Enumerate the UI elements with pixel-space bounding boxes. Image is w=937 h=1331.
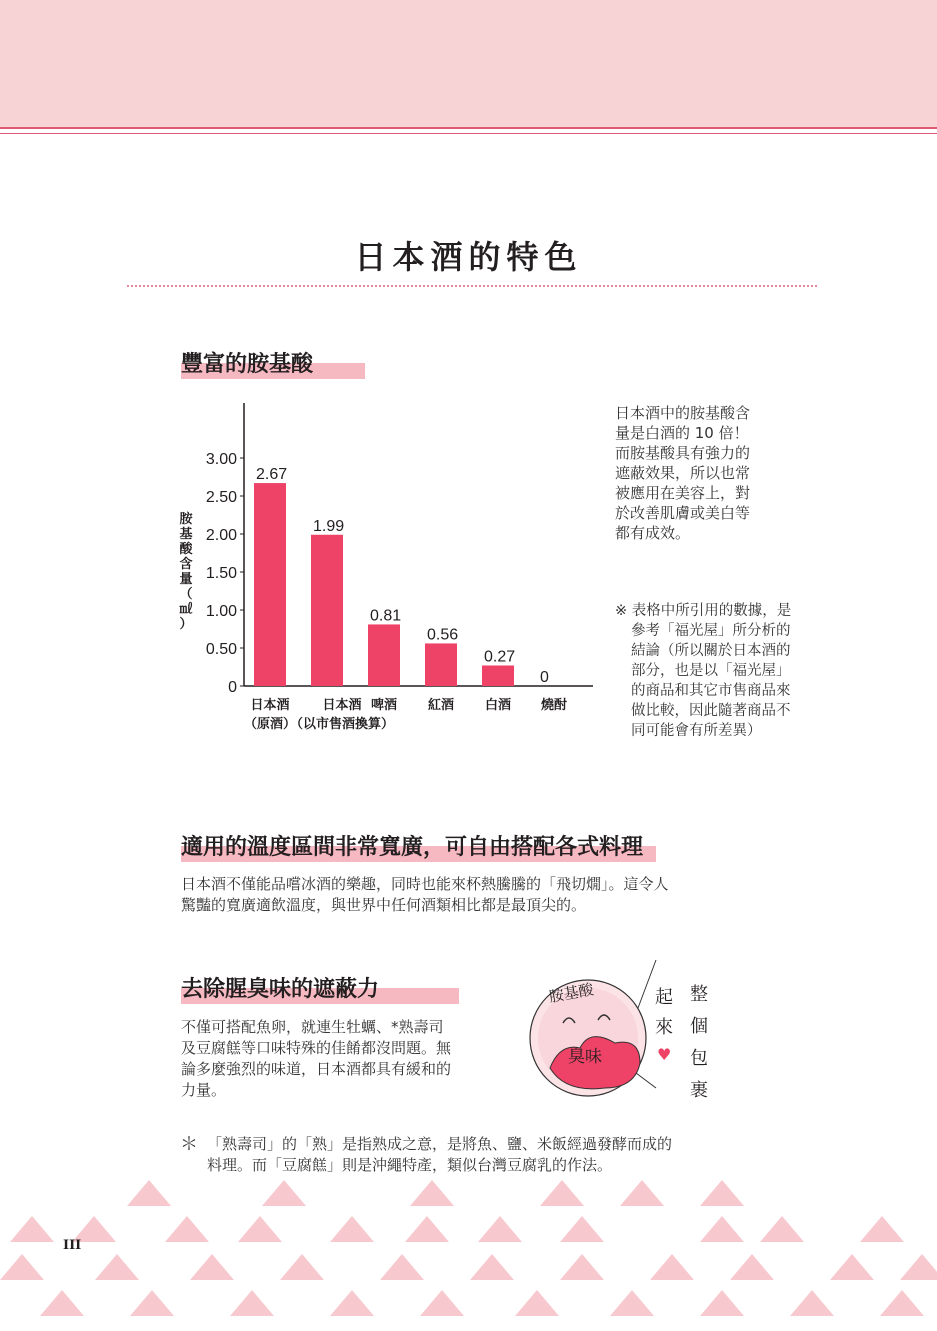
body-line: 日本酒不僅能品嚐冰酒的樂趣，同時也能來杯熱騰騰的「飛切燗」。這令人: [181, 875, 669, 893]
decorative-triangle: [280, 1254, 324, 1280]
section3-body: [181, 1017, 511, 1101]
bar: [482, 665, 514, 686]
y-axis-label-char: ㎖: [179, 602, 193, 617]
side-text-line: 遮蔽效果，所以也常: [615, 464, 751, 482]
body-line: 論多麼強烈的味道，日本酒都具有緩和的: [181, 1060, 452, 1078]
amino-acid-chart: [160, 395, 610, 745]
decorative-triangle: [262, 1180, 306, 1206]
section2-heading: 適用的溫度區間非常寬廣，可自由搭配各式料理: [181, 835, 644, 860]
y-tick-label: 3.00: [205, 451, 237, 468]
header-rule-top: [0, 127, 937, 129]
note-line: 結論（所以關於日本酒的: [631, 643, 791, 659]
side-text-line: 被應用在美容上，對: [615, 484, 751, 502]
decorative-triangle: [620, 1180, 664, 1206]
bar-value-label: 0.56: [427, 626, 459, 644]
decorative-triangle: [478, 1216, 522, 1242]
footnote-line: 料理。而「豆腐餻」則是沖繩特產，類似台灣豆腐乳的作法。: [207, 1156, 613, 1174]
y-axis-label-char: 基: [179, 527, 193, 542]
note-line: 做比較，因此隨著商品不: [631, 703, 791, 719]
y-tick-label: 0.50: [205, 641, 237, 658]
decorative-triangle: [420, 1290, 464, 1316]
decorative-triangle: [760, 1216, 804, 1242]
bar: [368, 624, 400, 686]
triangle-pattern: [0, 1180, 937, 1331]
bar-value-label: 0.81: [370, 607, 402, 625]
header-band: [0, 0, 937, 127]
decorative-triangle: [700, 1180, 744, 1206]
note-line: 同可能會有所差異）: [631, 723, 762, 739]
speech-line-top: [638, 960, 656, 1008]
y-axis-label-char: ）: [179, 617, 193, 632]
decorative-triangle: [40, 1290, 84, 1316]
side-text-line: 於改善肌膚或美白等: [615, 504, 751, 522]
decorative-triangle: [470, 1254, 514, 1280]
decorative-triangle: [540, 1180, 584, 1206]
note-line: 參考「福光屋」所分析的: [631, 623, 791, 639]
body-line: 及豆腐餻等口味特殊的佳餚都沒問題。無: [181, 1039, 452, 1057]
bar: [254, 483, 286, 686]
heart-glyph: ♥: [657, 1045, 672, 1064]
side-column-char: 裹: [690, 1080, 708, 1101]
decorative-triangle: [650, 1254, 694, 1280]
body-line: 驚豔的寬廣適飲溫度，與世界中任何酒類相比都是最頂尖的。: [181, 896, 587, 914]
x-category-label: （原酒）: [243, 717, 297, 732]
decorative-triangle: [127, 1180, 171, 1206]
bar: [425, 643, 457, 686]
note-line: 部分，也是以「福光屋」: [631, 663, 791, 679]
heart-label: 臭味: [568, 1047, 602, 1067]
decorative-triangle: [790, 1290, 834, 1316]
y-tick-label: 1.00: [205, 603, 237, 620]
note-line: ※ 表格中所引用的數據，是: [615, 603, 792, 619]
section1-side-text: [615, 403, 785, 543]
decorative-triangle: [830, 1254, 874, 1280]
side-text-line: 而胺基酸具有強力的: [615, 444, 751, 462]
side-text-line: 都有成效。: [615, 524, 691, 542]
x-category-label: （以市售酒換算）: [289, 717, 395, 732]
decorative-triangle: [610, 1290, 654, 1316]
y-tick-label: 2.50: [205, 489, 237, 506]
header-rule-bottom: [0, 133, 937, 134]
section1-heading: 豐富的胺基酸: [181, 352, 314, 377]
x-category-label: 日本酒: [322, 698, 362, 713]
decorative-triangle: [238, 1216, 282, 1242]
decorative-triangle: [0, 1254, 44, 1280]
side-column-char: 起: [655, 987, 673, 1008]
section2-body: [181, 874, 781, 916]
decorative-triangle: [515, 1290, 559, 1316]
decorative-triangle: [330, 1216, 374, 1242]
page-title: 日本酒的特色: [354, 238, 583, 276]
decorative-triangle: [900, 1254, 937, 1280]
bar-value-label: 0: [540, 669, 549, 686]
decorative-triangle: [560, 1216, 604, 1242]
y-tick-label: 0: [228, 679, 237, 696]
decorative-triangle: [405, 1216, 449, 1242]
x-category-label: 白酒: [484, 698, 512, 713]
speech-line-bottom: [636, 1073, 656, 1088]
y-axis-label-char: 量: [179, 572, 193, 587]
side-column-char: 整: [690, 984, 708, 1005]
decorative-triangle: [10, 1216, 54, 1242]
side-column-char: 個: [690, 1016, 708, 1037]
body-line: 不僅可搭配魚卵，就連生牡蠣、*熟壽司: [181, 1018, 444, 1036]
decorative-triangle: [95, 1254, 139, 1280]
x-category-label: 紅酒: [427, 698, 455, 713]
decorative-triangle: [700, 1216, 744, 1242]
decorative-triangle: [560, 1254, 604, 1280]
decorative-triangle: [700, 1290, 744, 1316]
y-axis-label-char: （: [179, 587, 193, 602]
decorative-triangle: [165, 1216, 209, 1242]
side-column-char: 包: [690, 1048, 708, 1069]
bar-value-label: 1.99: [313, 517, 345, 535]
footnote-line: 「熟壽司」的「熟」是指熟成之意，是將魚、鹽、米飯經過發酵而成的: [207, 1135, 673, 1153]
x-category-label: 啤酒: [370, 698, 398, 713]
decorative-triangle: [410, 1180, 454, 1206]
footnote: [180, 1134, 780, 1176]
decorative-triangle: [130, 1290, 174, 1316]
y-axis-label-char: 酸: [179, 542, 193, 557]
title-divider: [127, 285, 817, 287]
decorative-triangle: [880, 1290, 924, 1316]
amino-acid-mascot-illustration: [528, 958, 728, 1108]
side-text-line: 量是白酒的 10 倍！: [615, 424, 749, 442]
decorative-triangle: [730, 1254, 774, 1280]
bar-value-label: 2.67: [256, 466, 288, 484]
decorative-triangle: [230, 1290, 274, 1316]
side-text-line: 日本酒中的胺基酸含: [615, 404, 751, 422]
note-line: 的商品和其它市售商品來: [631, 683, 791, 699]
x-category-label: 燒酎: [540, 698, 568, 713]
side-column-char: 來: [655, 1017, 673, 1038]
decorative-triangle: [190, 1254, 234, 1280]
bar: [311, 535, 343, 686]
y-tick-label: 1.50: [205, 565, 237, 582]
page-number: III: [63, 1238, 82, 1253]
section3-heading: 去除腥臭味的遮蔽力: [181, 977, 380, 1002]
bar-value-label: 0.27: [484, 648, 516, 666]
chart-source-note: [615, 601, 820, 741]
x-category-label: 日本酒: [250, 698, 290, 713]
y-axis-label-char: 含: [179, 557, 193, 572]
decorative-triangle: [860, 1216, 904, 1242]
decorative-triangle: [380, 1254, 424, 1280]
footnote-marker: ＊: [180, 1134, 198, 1155]
body-line: 力量。: [181, 1081, 227, 1099]
decorative-triangle: [330, 1290, 374, 1316]
y-tick-label: 2.00: [205, 527, 237, 544]
circle-label: 胺基酸: [547, 980, 596, 1006]
y-axis-label-char: 胺: [179, 512, 193, 527]
